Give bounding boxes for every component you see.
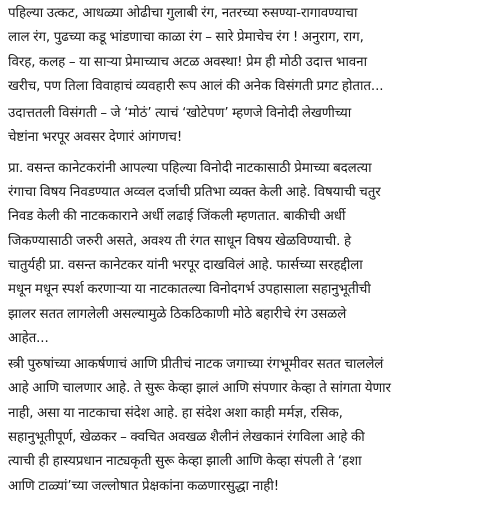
text-line: आहे आणि चालणार आहे. ते सुरू केव्हा झालं आणि संपणार केव्हा ते सांगता येणार	[8, 381, 391, 397]
text-line: प्रा. वसन्त कानेटकरांनी आपल्या पहिल्या विनोदी नाटकासाठी प्रेमाच्या बदलत्या	[8, 160, 372, 176]
text-line: पहिल्या उत्कट, आधळ्या ओढीचा गुलाबी रंग, नतरच्या रुसण्या-रागावण्याचा	[8, 6, 358, 21]
text-line: चातुर्यही प्रा. वसन्त कानेटकर यांनी भरपूर दाखविलं आहे. फार्सच्या सरहद्दीला	[8, 257, 363, 273]
paragraph-colors-of-love	[8, 2, 472, 99]
text-line: नाही, असा या नाटकाचा संदेश आहे. हा संदेश अशा काही मर्मज्ञ, रसिक,	[8, 405, 343, 421]
text-line: लाल रंग, पुढच्या कडू भांडणाचा काळा रंग – सारे प्रेमाचेच रंग ! अनुराग, राग,	[8, 30, 364, 46]
text-line: चेष्टांना भरपूर अवसर देणारं आंगणच!	[8, 130, 183, 146]
text-line: निवड केली की नाटककाराने अर्धी लढाई जिंकली म्हणतात. बाकीची अर्धी	[8, 209, 346, 225]
text-line: स्त्री पुरुषांच्या आकर्षणाचं आणि प्रीतीचं नाटक जगाच्या रंगभूमीवर सतत चाललेलं	[8, 357, 384, 373]
text-line: विरह, कलह – या साऱ्या प्रेमाच्याच अटळ अवस्था! प्रेम ही मोठी उदात्त भावना	[8, 54, 367, 70]
text-line: खरीच, पण तिला विवाहाचं व्यवहारी रूप आलं की अनेक विसंगती प्रगट होतात...	[8, 78, 384, 94]
text-line: त्याची ही हास्यप्रधान नाट्यकृती सुरू केव्हा झाली आणि केव्हा संपली ते ‘हशा	[8, 454, 362, 470]
text-line: मधून मधून स्पर्श करणाऱ्या या नाटकातल्या विनोदगर्भ उपहासाला सहानुभूतीची	[8, 282, 371, 298]
text-line: उदात्ततली विसंगती – जे ‘मोठं’ त्याचं ‘खोटेपण’ म्हणजे विनोदी लेखणीच्या	[8, 106, 352, 122]
text-line: झालर सतत लागलेली असल्यामुळे ठिकठिकाणी मोठे बहारीचे रंग उसळले	[8, 306, 347, 322]
text-line: आणि टाळ्यां’च्या जल्लोषात प्रेक्षकांना कळणारसुद्धा नाही!	[8, 478, 280, 494]
paragraph-kanetkar-review	[8, 157, 472, 351]
paragraph-incongruity	[8, 102, 472, 151]
text-line: आहेत...	[8, 330, 49, 346]
text-line: जिकण्यासाठी जरुरी असते, अवश्य ती रंगत साधून विषय खेळविण्याची. हे	[8, 233, 351, 249]
text-line: रंगाचा विषय निवडण्यात अव्वल दर्जाची प्रतिभा व्यक्त केली आहे. विषयाची चतुर	[8, 185, 381, 201]
paragraph-play-of-love	[8, 353, 472, 499]
text-line: सहानुभूतीपूर्ण, खेळकर – क्वचित अवखळ शैलीनं लेखकानं रंगविला आहे की	[8, 430, 365, 446]
